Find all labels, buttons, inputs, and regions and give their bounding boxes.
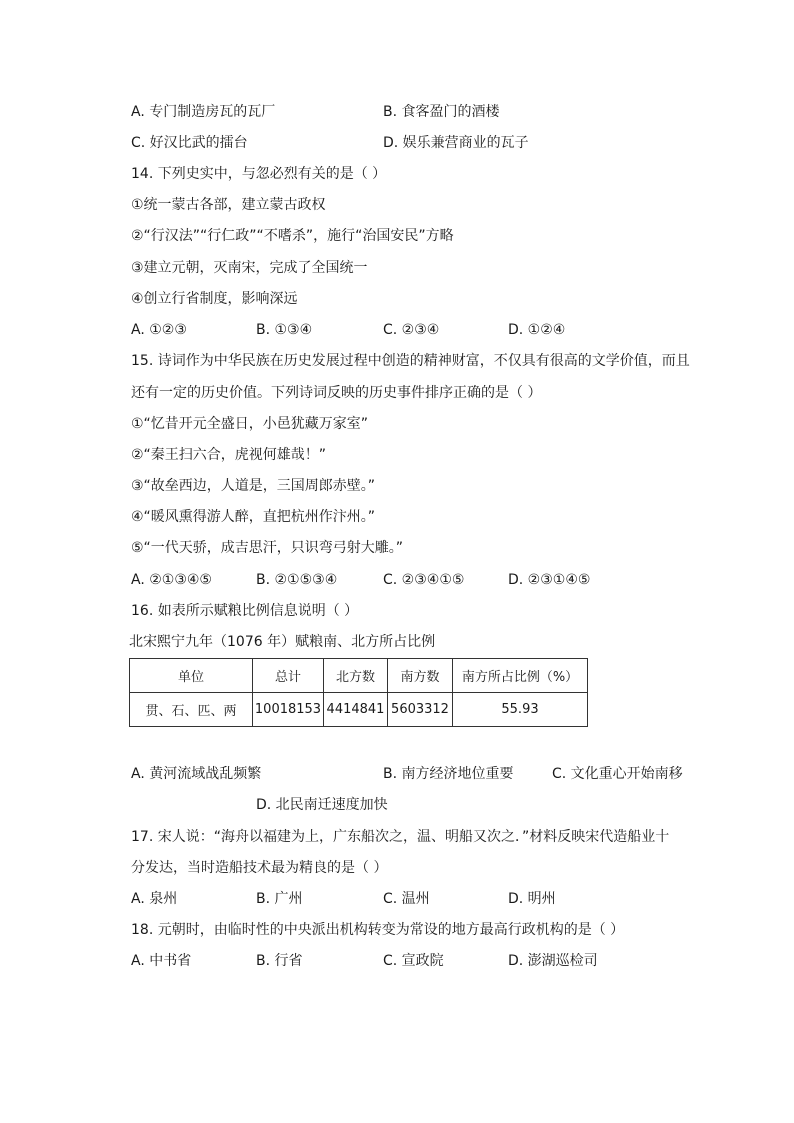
q14-item-1: ①统一蒙古各部，建立蒙古政权 (131, 197, 326, 213)
q16-option-b: B. 南方经济地位重要 (383, 766, 514, 782)
q14-option-c: C. ②③④ (383, 322, 440, 338)
q14-option-b: B. ①③④ (256, 322, 313, 338)
table-header-row (130, 659, 588, 693)
q15-item-2: ②“秦王扫六合，虎视何雄哉！” (131, 447, 327, 463)
table-cell: 4414841 (324, 693, 388, 727)
q14-item-4: ④创立行省制度，影响深远 (131, 291, 298, 307)
table-cell: 贯、石、匹、两 (130, 693, 253, 727)
q16-option-d: D. 北民南迁速度加快 (256, 797, 388, 813)
q13-option-b: B. 食客盈门的酒楼 (383, 104, 500, 120)
table-cell: 5603312 (388, 693, 453, 727)
q18-option-a: A. 中书省 (131, 953, 192, 969)
q17-option-c: C. 温州 (383, 891, 430, 907)
q17-stem-line-1: 17. 宋人说：“海舟以福建为上，广东船次之，温、明船又次之．”材料反映宋代造船业十 (131, 829, 670, 845)
q14-option-d: D. ①②④ (508, 322, 566, 338)
q13-option-c: C. 好汉比武的擂台 (131, 135, 248, 151)
q16-stem: 16. 如表所示赋粮比例信息说明（ ） (131, 603, 359, 619)
q17-stem-line-2: 分发达，当时造船技术最为精良的是（ ） (131, 860, 388, 876)
table-cell: 55.93 (453, 693, 588, 727)
q15-item-4: ④“暖风熏得游人醉，直把杭州作汴州。” (131, 509, 376, 525)
table-header-cell: 北方数 (324, 659, 388, 693)
q18-stem: 18. 元朝时，由临时性的中央派出机构转变为常设的地方最高行政机构的是（ ） (131, 922, 625, 938)
table-header-cell: 南方数 (388, 659, 453, 693)
table-row (130, 693, 588, 727)
q14-option-a: A. ①②③ (131, 322, 187, 338)
table-header-cell: 单位 (130, 659, 253, 693)
table-cell: 10018153 (253, 693, 324, 727)
q16-option-c: C. 文化重心开始南移 (552, 766, 683, 782)
q15-item-3: ③“故垒西边，人道是，三国周郎赤壁。” (131, 478, 376, 494)
q18-option-c: C. 宣政院 (383, 953, 444, 969)
q18-option-b: B. 行省 (256, 953, 303, 969)
q15-option-d: D. ②③①④⑤ (508, 572, 591, 588)
q15-option-a: A. ②①③④⑤ (131, 572, 212, 588)
q14-item-2: ②“行汉法”“行仁政”“不嗜杀”，施行“治国安民”方略 (131, 228, 454, 244)
q16-table-caption: 北宋熙宁九年（1076 年）赋粮南、北方所占比例 (129, 634, 436, 650)
q18-option-d: D. 澎湖巡检司 (508, 953, 598, 969)
q17-option-a: A. 泉州 (131, 891, 178, 907)
q15-item-5: ⑤“一代天骄，成吉思汗，只识弯弓射大雕。” (131, 540, 404, 556)
q15-option-c: C. ②③④①⑤ (383, 572, 465, 588)
q17-option-d: D. 明州 (508, 891, 556, 907)
q13-option-a: A. 专门制造房瓦的瓦厂 (131, 104, 276, 120)
table-header-cell: 总计 (253, 659, 324, 693)
q15-item-1: ①“忆昔开元全盛日，小邑犹藏万家室” (131, 416, 369, 432)
q15-stem-line-1: 15. 诗词作为中华民族在历史发展过程中创造的精神财富，不仅具有很高的文学价值，而且 (131, 353, 690, 369)
q14-item-3: ③建立元朝，灭南宋，完成了全国统一 (131, 260, 368, 276)
q15-stem-line-2: 还有一定的历史价值。下列诗词反映的历史事件排序正确的是（ ） (131, 385, 542, 401)
q13-option-d: D. 娱乐兼营商业的瓦子 (383, 135, 529, 151)
q17-option-b: B. 广州 (256, 891, 303, 907)
q16-data-table (129, 658, 588, 727)
q15-option-b: B. ②①⑤③④ (256, 572, 338, 588)
q16-option-a: A. 黄河流域战乱频繁 (131, 766, 262, 782)
q14-stem: 14. 下列史实中，与忽必烈有关的是（ ） (131, 166, 387, 182)
table-header-cell: 南方所占比例（%） (453, 659, 588, 693)
